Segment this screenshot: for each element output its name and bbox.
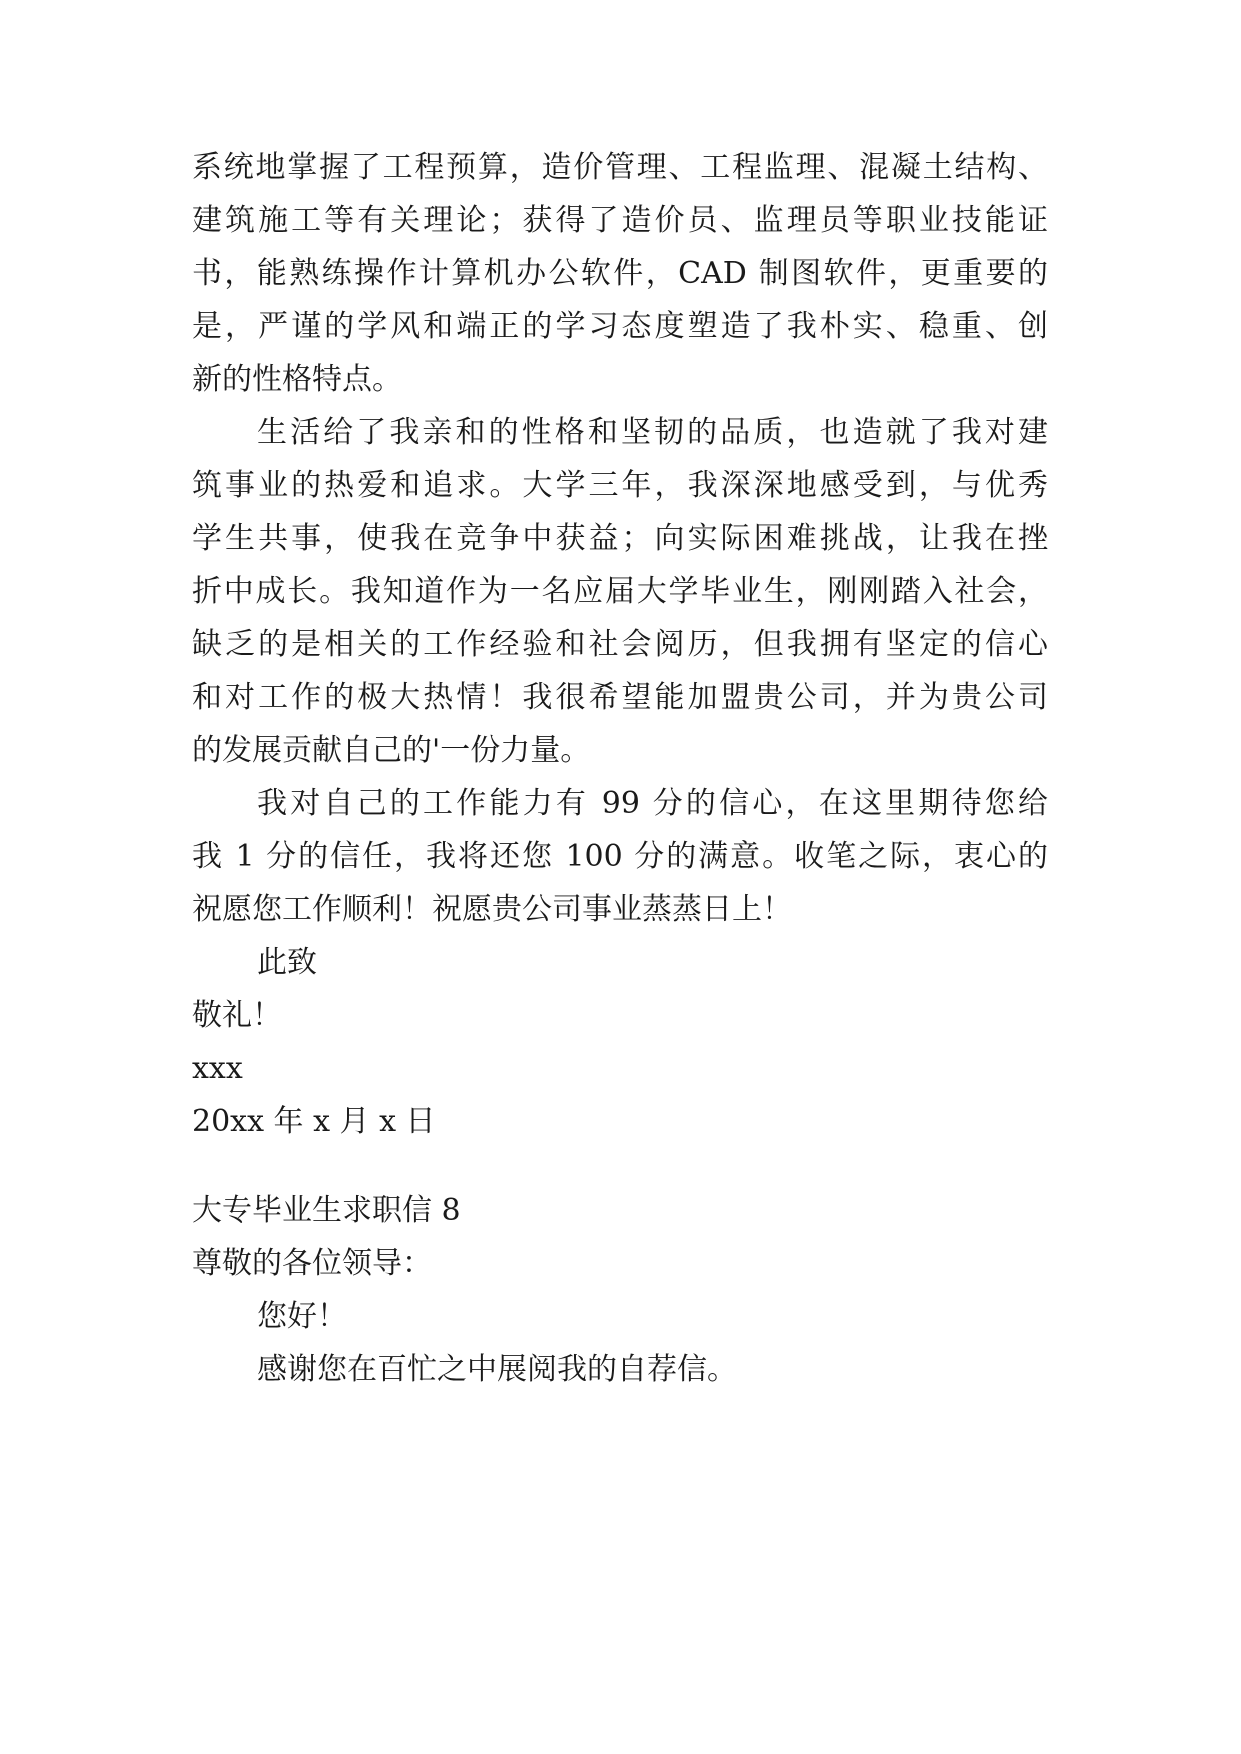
- letter-greeting: 尊敬的各位领导：: [192, 1246, 432, 1281]
- text-line: 学生共事，使我在竞争中获益；向实际困难挑战，让我在挫: [192, 521, 1048, 556]
- closing-salutation: 此致: [257, 945, 317, 980]
- text-line: 我 1 分的信任，我将还您 100 分的满意。收笔之际，衷心的: [192, 839, 1048, 874]
- text-line: 祝愿您工作顺利！祝愿贵公司事业蒸蒸日上！: [192, 892, 792, 927]
- text-line: 的发展贡献自己的'一份力量。: [192, 733, 591, 768]
- text-line: 是，严谨的学风和端正的学习态度塑造了我朴实、稳重、创: [192, 309, 1048, 344]
- text-line: 系统地掌握了工程预算，造价管理、工程监理、混凝土结构、: [192, 150, 1048, 185]
- text-line: 生活给了我亲和的性格和坚韧的品质，也造就了我对建: [257, 415, 1048, 450]
- text-line: 筑事业的热爱和追求。大学三年，我深深地感受到，与优秀: [192, 468, 1048, 503]
- text-line: 折中成长。我知道作为一名应届大学毕业生，刚刚踏入社会，: [192, 574, 1048, 609]
- text-line: 我对自己的工作能力有 99 分的信心，在这里期待您给: [257, 786, 1048, 821]
- letter-opening: 感谢您在百忙之中展阅我的自荐信。: [257, 1352, 737, 1387]
- letter-hello: 您好！: [257, 1299, 347, 1334]
- signature: xxx: [192, 1051, 243, 1086]
- text-line: 书，能熟练操作计算机办公软件，CAD 制图软件，更重要的: [192, 256, 1048, 291]
- closing-regards: 敬礼！: [192, 998, 282, 1033]
- text-line: 缺乏的是相关的工作经验和社会阅历，但我拥有坚定的信心: [192, 627, 1048, 662]
- letter-date: 20xx 年 x 月 x 日: [192, 1104, 436, 1139]
- letter-title: 大专毕业生求职信 8: [192, 1193, 461, 1228]
- text-line: 建筑施工等有关理论；获得了造价员、监理员等职业技能证: [192, 203, 1048, 238]
- text-line: 新的性格特点。: [192, 362, 402, 397]
- text-line: 和对工作的极大热情！我很希望能加盟贵公司，并为贵公司: [192, 680, 1048, 715]
